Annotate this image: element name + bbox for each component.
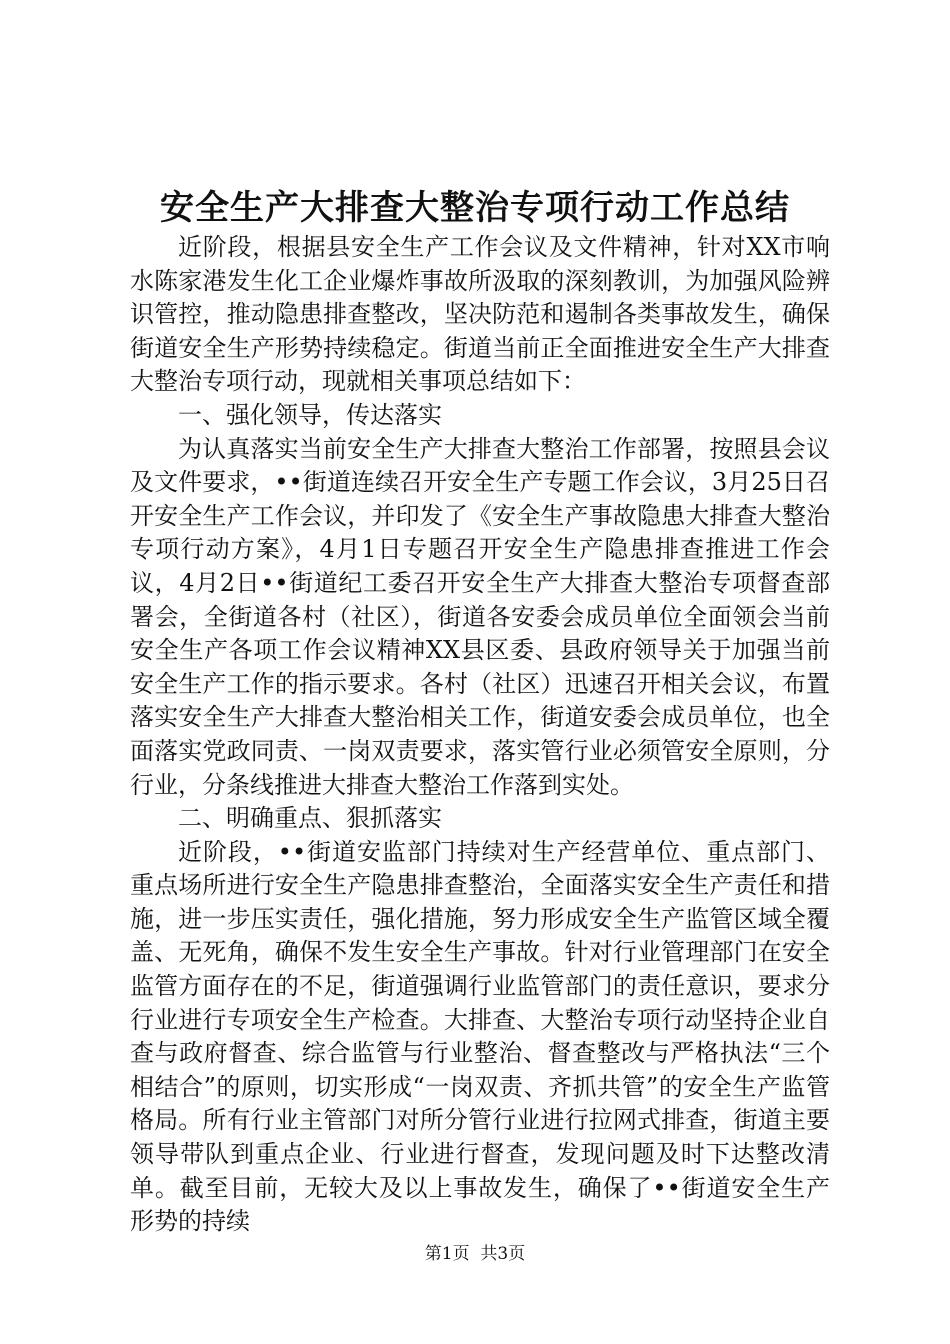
document-body [130,231,830,1239]
section-heading-2: 二、明确重点、狠抓落实 [178,804,442,833]
document-title: 安全生产大排查大整治专项行动工作总结 [160,188,790,228]
paragraph-section-1: 为认真落实当前安全生产大排查大整治工作部署，按照县会议及文件要求，••街道连续召开安全生产专题工作会议，3月25日召开安全生产工作会议，并印发了《安全生产事故隐患大排查大整治专项行动方案》，4月1日专题召开安全生产隐患排查推进工作会议，4月2日••街道纪工委召开安全生产大排查大整治专项督查部署会，全街道各村（社区），街道各安委会成员单位全面领会当前安全生产各项工作会议精神XX县区委、县政府领导关于加强当前安全生产工作的指示要求。各村（社区）迅速召开相关会议，布置落实安全生产大排查大整治相关工作，街道安委会成员单位，也全面落实党政同责、一岗双责要求，落实管行业必须管安全原则，分行业，分条线推进大排查大整治工作落到实处。 [130,434,830,799]
page-total: 共3页 [480,1244,526,1264]
paragraph-intro: 近阶段，根据县安全生产工作会议及文件精神，针对XX市响水陈家港发生化工企业爆炸事故所汲取的深刻教训，为加强风险辨识管控，推动隐患排查整改，坚决防范和遏制各类事故发生，确保街道安全生产形势持续稳定。街道当前正全面推进安全生产大排查大整治专项行动，现就相关事项总结如下： [130,233,830,396]
page-footer [0,1243,950,1265]
page-number: 第1页 [424,1244,470,1264]
paragraph-section-2: 近阶段，••街道安监部门持续对生产经营单位、重点部门、重点场所进行安全生产隐患排查整治，全面落实安全生产责任和措施，进一步压实责任，强化措施，努力形成安全生产监管区域全覆盖、无死角，确保不发生安全生产事故。针对行业管理部门在安全监管方面存在的不足，街道强调行业监管部门的责任意识，要求分行业进行专项安全生产检查。大排查、大整治专项行动坚持企业自查与政府督查、综合监管与行业整治、督查整改与严格执法“三个相结合”的原则，切实形成“一岗双责、齐抓共管”的安全生产监管格局。所有行业主管部门对所分管行业进行拉网式排查，街道主要领导带队到重点企业、行业进行督查，发现问题及时下达整改清单。截至目前，无较大及以上事故发生，确保了••街道安全生产形势的持续 [130,837,830,1236]
section-heading-1: 一、强化领导，传达落实 [178,400,442,429]
